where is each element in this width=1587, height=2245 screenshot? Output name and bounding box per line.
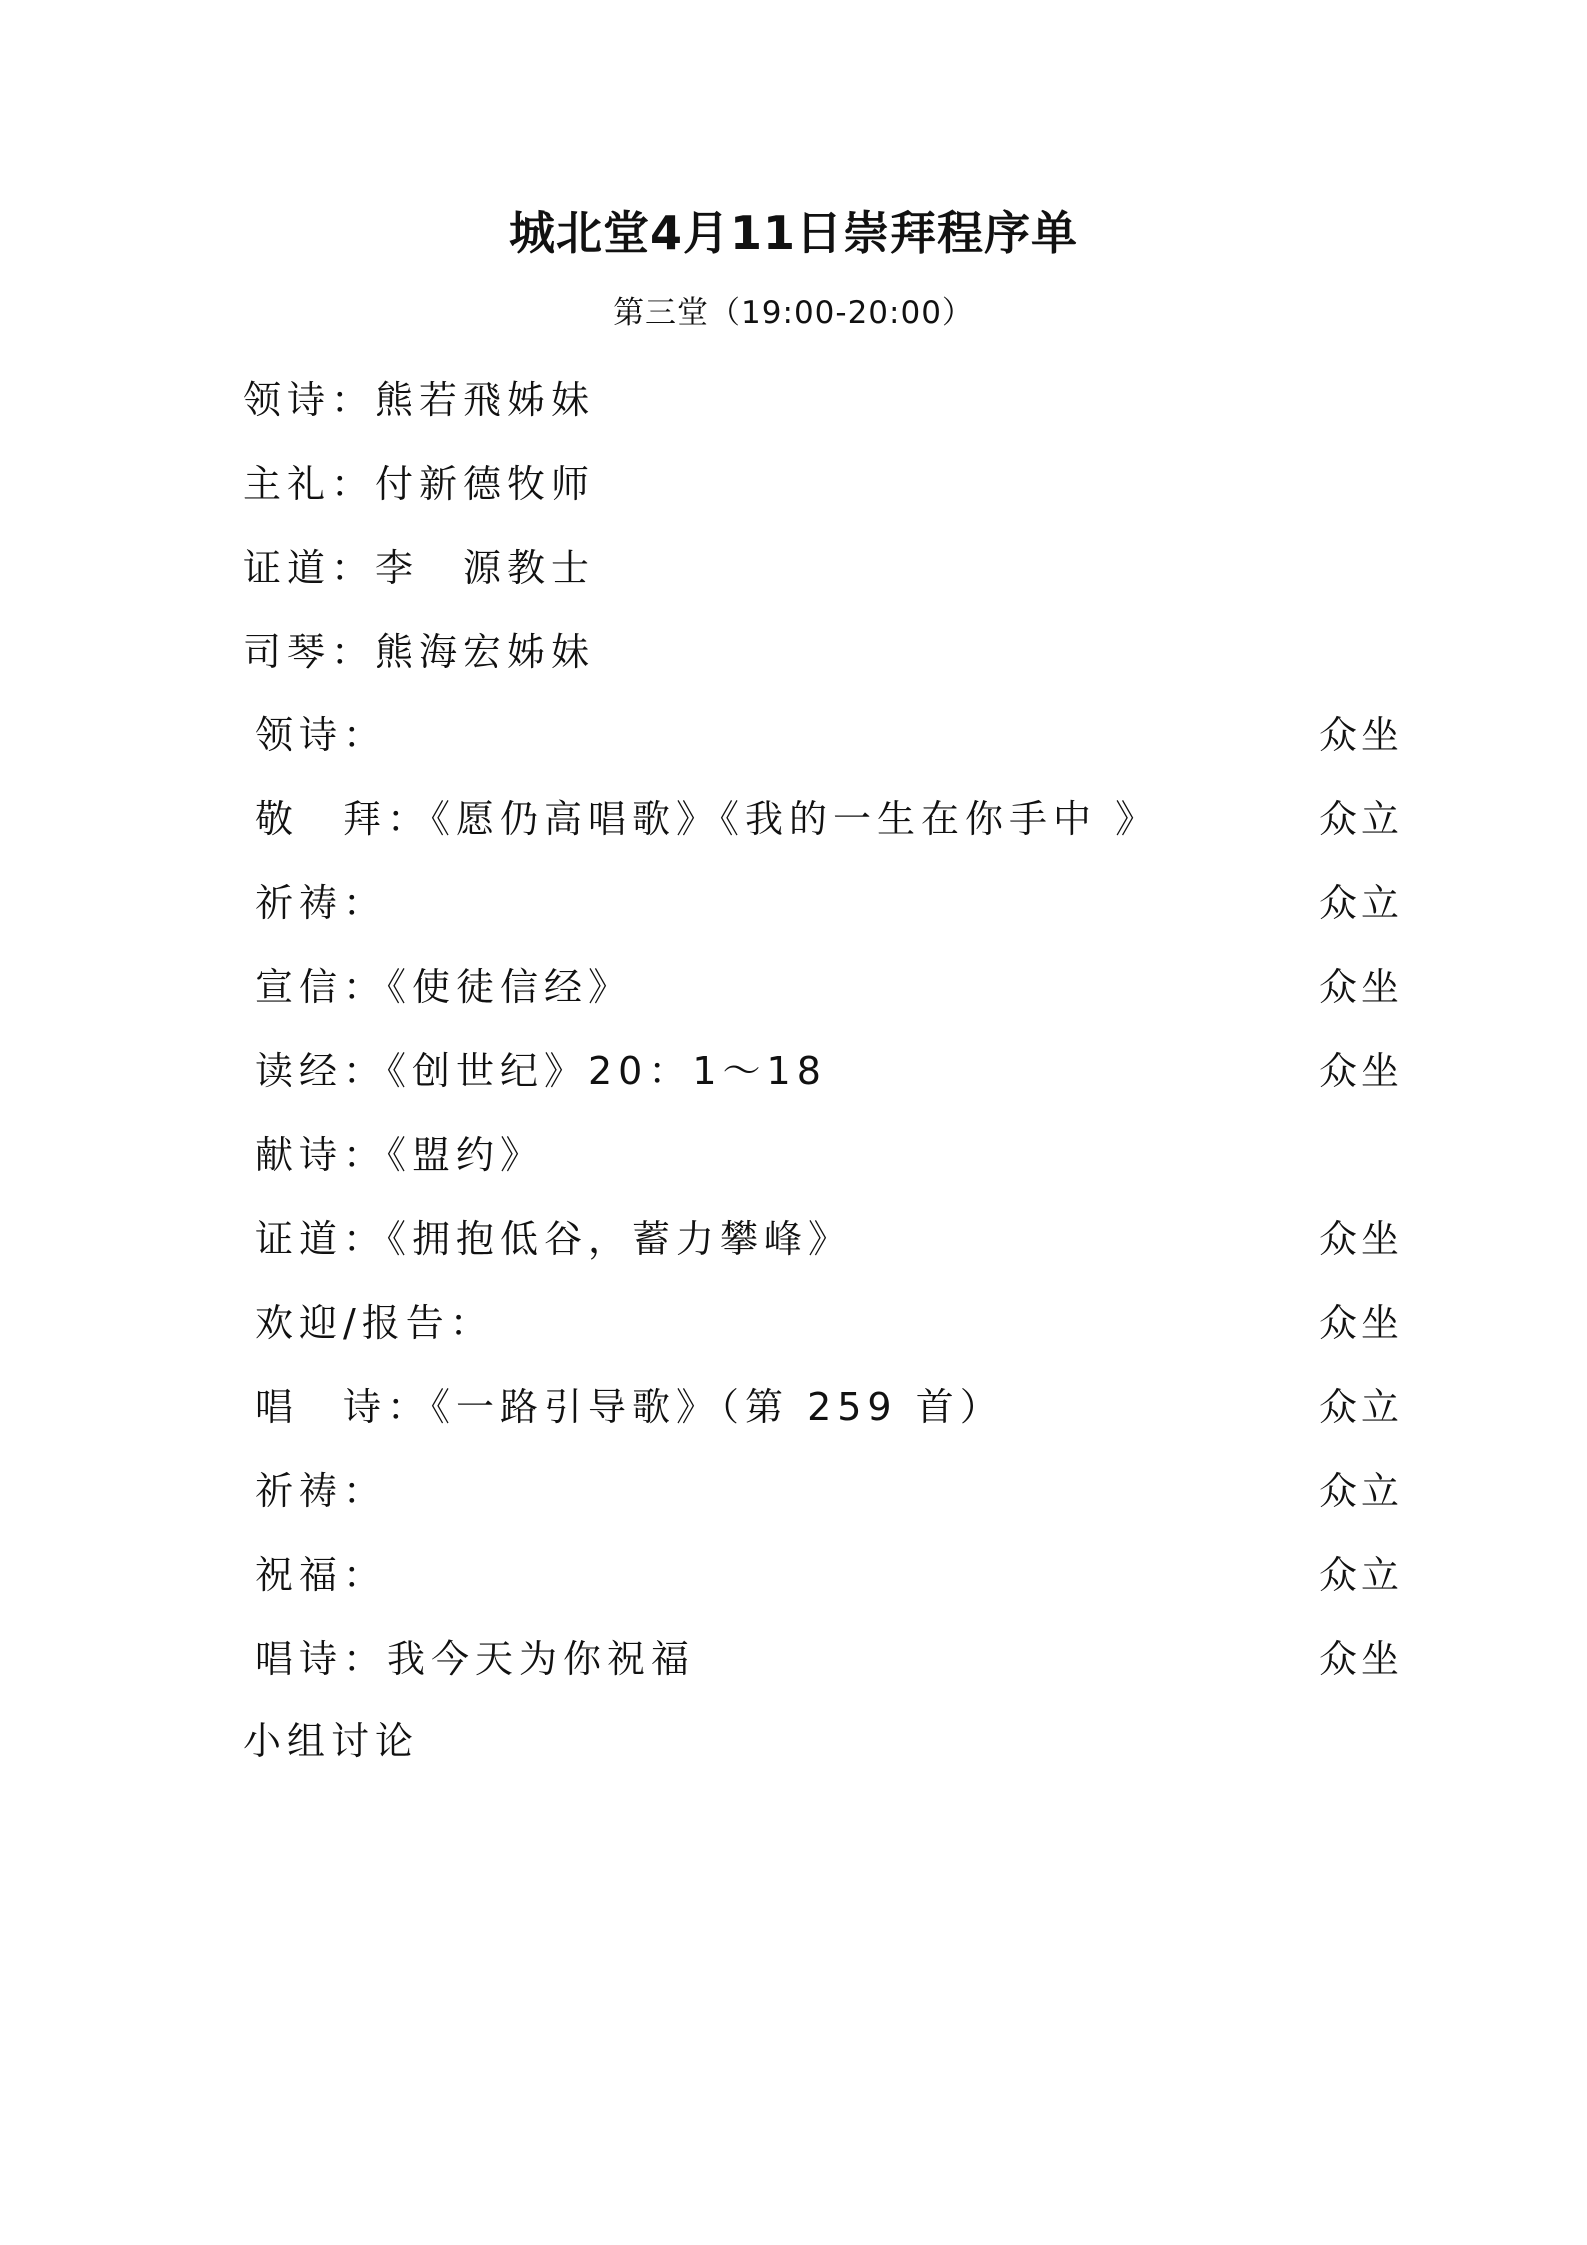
order-item: 欢迎/报告： xyxy=(255,1301,494,1345)
order-row xyxy=(255,1295,1403,1379)
order-item: 祈祷： xyxy=(255,1469,388,1513)
role-line-preacher: 证道：李 源教士 xyxy=(243,546,596,590)
order-posture: 众坐 xyxy=(1318,1637,1403,1681)
order-item: 祈祷： xyxy=(255,881,388,925)
order-item: 宣信：《使徒信经》 xyxy=(255,965,633,1009)
order-item: 献诗：《盟约》 xyxy=(255,1133,545,1177)
order-row xyxy=(255,1463,1403,1547)
order-posture: 众立 xyxy=(1318,1469,1403,1513)
order-item: 领诗： xyxy=(255,713,388,757)
order-posture: 众立 xyxy=(1318,797,1403,841)
order-row xyxy=(255,1211,1403,1295)
order-of-service xyxy=(255,707,1403,1715)
roles-list xyxy=(243,372,1343,708)
role-line-pianist: 司琴：熊海宏姊妹 xyxy=(243,630,596,674)
order-item: 读经：《创世纪》20：1～18 xyxy=(255,1049,827,1093)
order-posture: 众立 xyxy=(1318,1385,1403,1429)
small-group-discussion: 小组讨论 xyxy=(243,1719,420,1763)
order-item: 唱 诗：《一路引导歌》（第 259 首） xyxy=(255,1385,1004,1429)
order-item: 敬 拜：《愿仍高唱歌》《我的一生在你手中 》 xyxy=(255,797,1160,841)
order-row xyxy=(255,959,1403,1043)
order-posture: 众坐 xyxy=(1318,965,1403,1009)
order-posture: 众坐 xyxy=(1318,1217,1403,1261)
order-posture: 众立 xyxy=(1318,881,1403,925)
order-item: 祝福： xyxy=(255,1553,388,1597)
order-row xyxy=(255,1379,1403,1463)
order-item: 唱诗：我今天为你祝福 xyxy=(255,1637,696,1681)
order-row xyxy=(255,707,1403,791)
role-line-presider: 主礼：付新德牧师 xyxy=(243,462,596,506)
order-row xyxy=(255,791,1403,875)
order-row xyxy=(255,1127,1403,1211)
order-row xyxy=(255,1043,1403,1127)
order-posture: 众立 xyxy=(1318,1553,1403,1597)
page-title: 城北堂4月11日崇拜程序单 xyxy=(508,206,1079,260)
order-posture: 众坐 xyxy=(1318,1049,1403,1093)
order-row xyxy=(255,1547,1403,1631)
order-posture: 众坐 xyxy=(1318,1301,1403,1345)
service-subtitle: 第三堂（19:00-20:00） xyxy=(613,295,974,331)
role-line-leader: 领诗：熊若飛姊妹 xyxy=(243,378,596,422)
order-row xyxy=(255,875,1403,959)
order-posture: 众坐 xyxy=(1318,713,1403,757)
order-item: 证道：《拥抱低谷，蓄力攀峰》 xyxy=(255,1217,853,1261)
order-row xyxy=(255,1631,1403,1715)
